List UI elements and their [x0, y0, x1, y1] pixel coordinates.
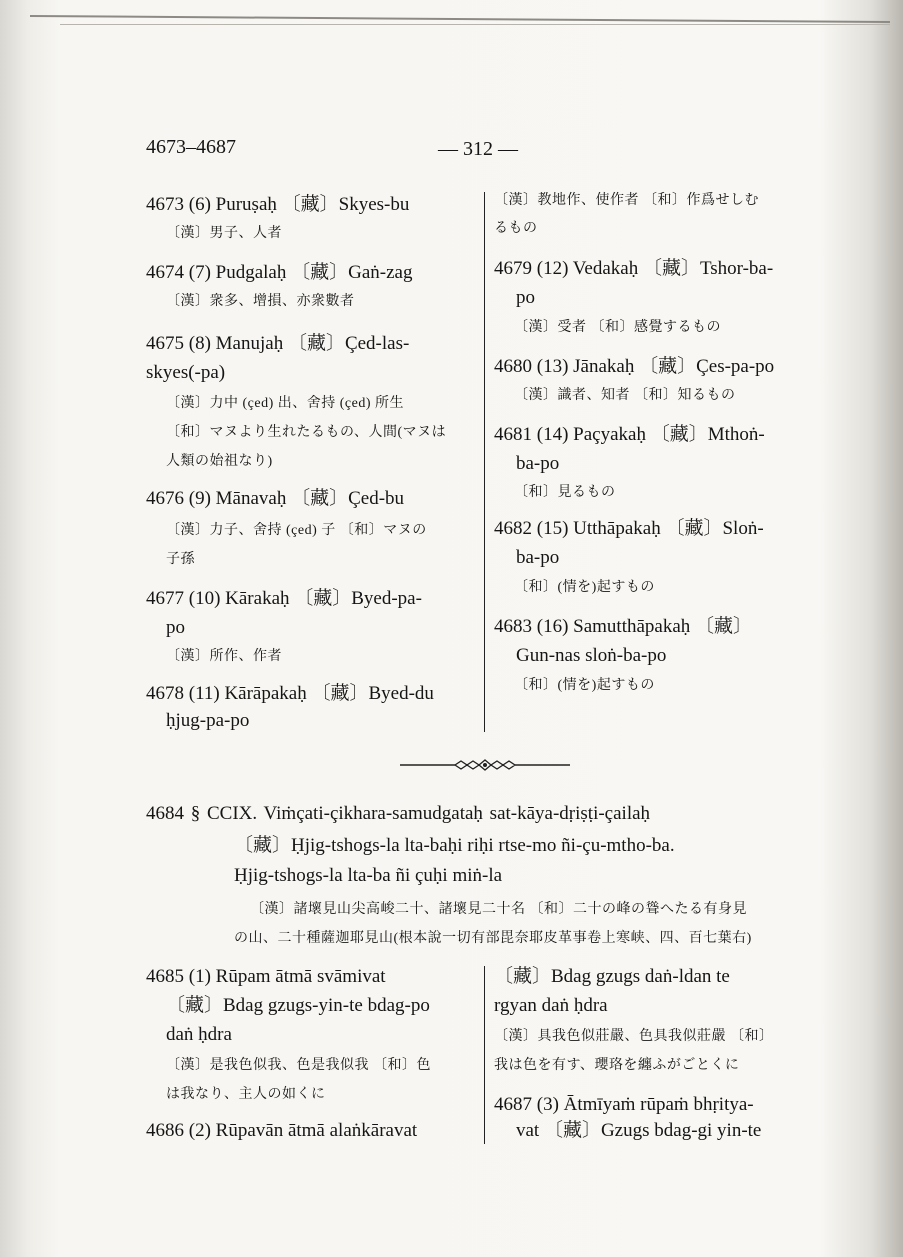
entry-4683-line-1: 4683 (16) Samutthāpakaḥ 〔藏〕: [494, 616, 753, 637]
entry-4686-line-4: 〔漢〕具我色似莊嚴、色具我似莊嚴 〔和〕: [494, 1029, 774, 1044]
entry-4675-line-5: 人類の始祖なり): [166, 454, 273, 469]
entry-4684-line-4: 〔漢〕諸壞見山尖高峻二十、諸壞見二十名 〔和〕二十の峰の聳へたる有身見: [250, 902, 747, 917]
entry-4676-line-2: 〔漢〕力子、舍持 (çed) 子 〔和〕マヌの: [166, 523, 427, 538]
entry-4681-line-3: 〔和〕見るもの: [514, 485, 616, 500]
entry-4685-line-1: 4685 (1) Rūpam ātmā svāmivat: [146, 966, 386, 987]
entry-4680-line-1: 4680 (13) Jānakaḥ 〔藏〕Çes-pa-po: [494, 356, 775, 377]
page-edge-line: [30, 15, 890, 23]
entry-4686-line-2: 〔藏〕Bdag gzugs daṅ-ldan te: [494, 966, 730, 987]
page-edge-line: [60, 24, 890, 25]
entry-4678-line-2: ḥjug-pa-po: [166, 710, 250, 731]
entry-4676-line-3: 子孫: [166, 552, 195, 567]
entry-4679-line-3: 〔漢〕受者 〔和〕感覺するもの: [514, 320, 721, 335]
entry-4677-line-1: 4677 (10) Kārakaḥ 〔藏〕Byed-pa-: [146, 588, 422, 609]
entry-4682-line-3: 〔和〕(情を)起すもの: [514, 580, 655, 595]
entry-4675-line-3: 〔漢〕力中 (çed) 出、舍持 (çed) 所生: [166, 396, 405, 411]
entry-4680-line-2: 〔漢〕識者、知者 〔和〕知るもの: [514, 388, 736, 403]
entry-4674-line-2: 〔漢〕衆多、增損、亦衆數者: [166, 294, 355, 309]
entry-4687-line-2: vat 〔藏〕Gzugs bdag-gi yin-te: [516, 1120, 762, 1141]
entry-4684-line-3: Ḥjig-tshogs-la lta-ba ñi çuḥi miṅ-la: [234, 865, 503, 886]
entry-4687-line-1: 4687 (3) Ātmīyaṁ rūpaṁ bhṛitya-: [494, 1094, 754, 1115]
page-number: — 312 —: [438, 138, 518, 160]
entry-4679-line-2: po: [516, 287, 535, 308]
entry-4684-line-1: 4684 § CCIX. Viṁçati-çikhara-samudgataḥ sat-kāya-dṛiṣṭi-çailaḥ: [146, 803, 651, 824]
entry-4673-line-2: 〔漢〕男子、人者: [166, 226, 282, 241]
entry-range-header: 4673–4687: [146, 136, 236, 158]
entry-4677-line-3: 〔漢〕所作、作者: [166, 649, 282, 664]
ornamental-divider: [400, 757, 570, 773]
entry-4684-line-2: 〔藏〕Ḥjig-tshogs-la lta-baḥi riḥi rtse-mo ñi-çu-mtho-ba.: [234, 835, 675, 856]
entry-4685-line-4: 〔漢〕是我色似我、色是我似我 〔和〕色: [166, 1058, 431, 1073]
entry-4674-line-1: 4674 (7) Pudgalaḥ 〔藏〕Gaṅ-zag: [146, 262, 413, 283]
entry-4683-line-2: Gun-nas sloṅ-ba-po: [516, 645, 667, 666]
entry-4675-line-2: skyes(-pa): [146, 362, 226, 383]
entry-4684-line-5: の山、二十種薩迦耶見山(根本說一切有部毘奈耶皮革事卷上寒峡、四、百七葉右): [234, 931, 752, 946]
entry-4686-line-5: 我は色を有す、瓔珞を纏ふがごとくに: [494, 1058, 740, 1073]
column-divider: [484, 192, 485, 732]
entry-4679-line-1: 4679 (12) Vedakaḥ 〔藏〕Tshor-ba-: [494, 258, 774, 279]
entry-4678-line-3: 〔漢〕教地作、使作者 〔和〕作爲せしむ: [494, 193, 759, 208]
entry-4675-line-4: 〔和〕マヌより生れたるもの、人間(マヌは: [166, 425, 447, 440]
entry-4681-line-1: 4681 (14) Paçyakaḥ 〔藏〕Mthoṅ-: [494, 424, 765, 445]
entry-4682-line-2: ba-po: [516, 547, 560, 568]
entry-4677-line-2: po: [166, 617, 185, 638]
entry-4676-line-1: 4676 (9) Mānavaḥ 〔藏〕Çed-bu: [146, 488, 405, 509]
entry-4685-line-2: 〔藏〕Bdag gzugs-yin-te bdag-po: [166, 995, 430, 1016]
entry-4683-line-3: 〔和〕(情を)起すもの: [514, 678, 655, 693]
entry-4675-line-1: 4675 (8) Manujaḥ 〔藏〕Çed-las-: [146, 333, 410, 354]
entry-4685-line-3: daṅ ḥdra: [166, 1024, 232, 1045]
column-divider-bottom: [484, 966, 485, 1144]
entry-4682-line-1: 4682 (15) Utthāpakaḥ 〔藏〕Sloṅ-: [494, 518, 764, 539]
entry-4686-line-1: 4686 (2) Rūpavān ātmā alaṅkāravat: [146, 1120, 418, 1141]
entry-4686-line-3: rgyan daṅ ḥdra: [494, 995, 608, 1016]
entry-4673-line-1: 4673 (6) Puruṣaḥ 〔藏〕Skyes-bu: [146, 194, 410, 215]
entry-4678-line-4: るもの: [494, 221, 538, 236]
entry-4685-line-5: は我なり、主人の如くに: [166, 1087, 326, 1102]
entry-4678-line-1: 4678 (11) Kārāpakaḥ 〔藏〕Byed-du: [146, 683, 434, 704]
entry-4681-line-2: ba-po: [516, 453, 560, 474]
